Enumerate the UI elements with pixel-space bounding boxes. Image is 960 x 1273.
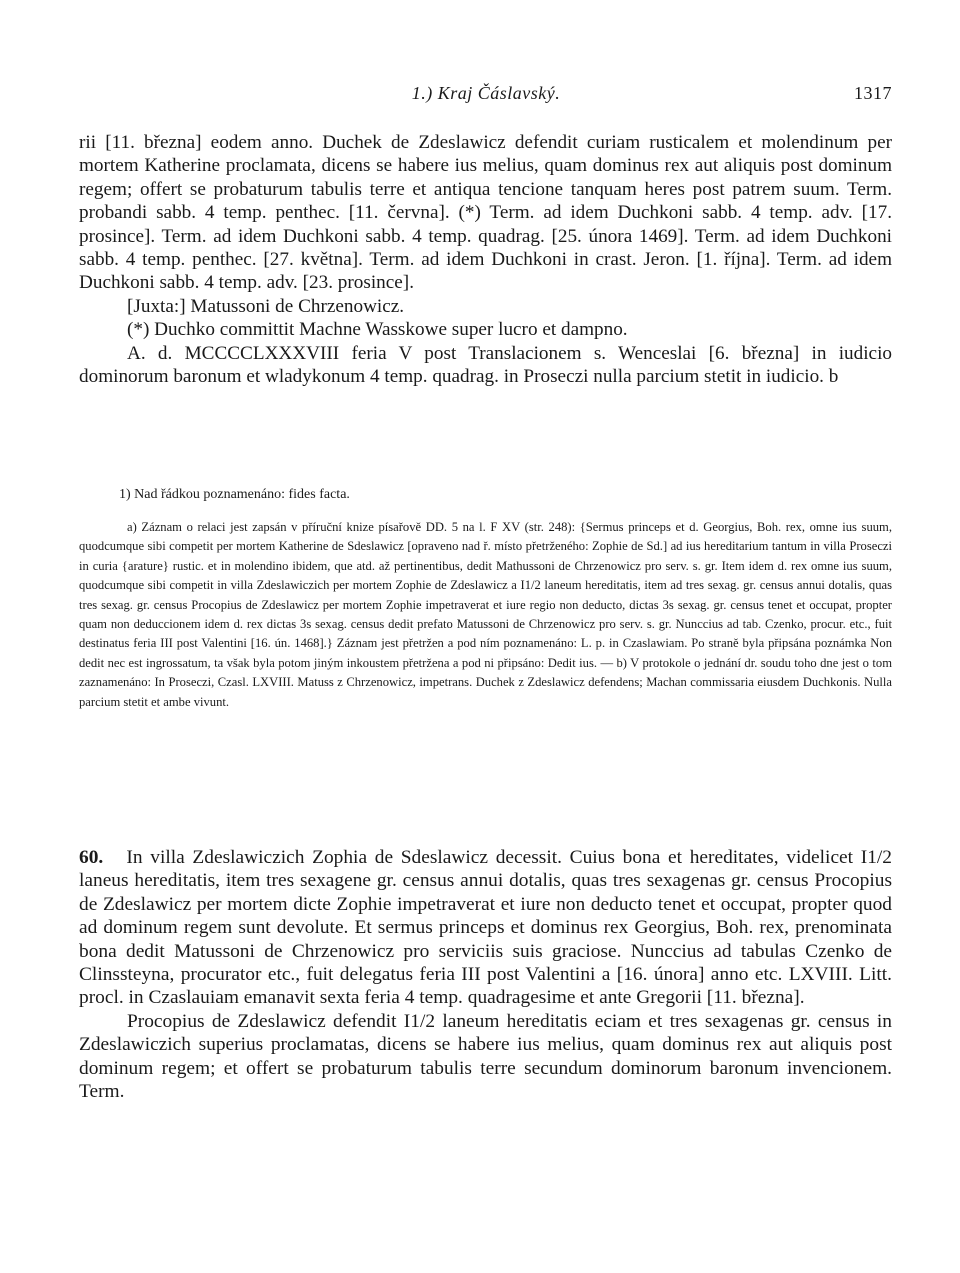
entry-59-juxta: [Juxta:] Matussoni de Chrzenowicz. — [127, 295, 405, 317]
entry-59-date-record: A. d. MCCCCLXXXVIII feria V post Translacionem s. Wenceslai [6. března] in iudicio dominorum baronum et wladykonum 4 temp. quadrag. in Proseczi nulla parcium stetit in iudicio. b — [79, 342, 892, 388]
footnote-1-text: 1) Nad řádkou poznamenáno: fides facta. — [119, 487, 350, 502]
entry-59-note-asterisk: (*) Duchko committit Machne Wasskowe super lucro et dampno. — [127, 319, 628, 341]
entry-60-paragraph-2: Procopius de Zdeslawicz defendit I1/2 laneum hereditatis eciam et tres sexagenas gr. census in Zdeslawiczich superius proclamatas, dicens se habere ius melius, quam dominus rex aut aliquis post dominum regem; et offert se probaturum tabulis terre secundum dominorum baronum invencionem. Term. — [79, 1010, 892, 1103]
page-number: 1317 — [854, 83, 892, 103]
note-a: a) Záznam o relaci jest zapsán v příruční knize písařově DD. 5 na l. F XV (str. 248): {Sermus princeps et d. Georgius, Boh. rex, omne ius suum, quodcumque sibi competit per mortem Katherine de Sdeslawicz [opraveno nad ř. místo přetrženého: Zophie de Sd.] ad ius hereditarium tantum in villa Proseczi in curia {arature} rustic. et in molendino ibidem, que atd. až pertinentibus, dedit Mathussoni de Chrzenowicz pro serv. s. gr. Item idem d. rex omne ius suum, quodcumque sibi competit in villa Zdeslawiczich per mortem Zophie de Zdeslawicz a I1/2 laneum hereditatis, item ad tres sexag. gr. census annui dotalis, quas tres sexag. gr. census Procopius de Zdeslawicz per mortem Zophie impetraverat et iure regio non deducto, dictas 3s sexag. gr. census tenet et occupat, propter quam non deduccionem idem d. rex dictas 3s sexag. census dedit prefato Matussoni de Chrzenowicz pro serv. s. gr. Nunccius ad tab. Czenko, procur. etc., fuit destinatus feria III post Valentini [16. ún. 1468].} Záznam jest přetržen a pod ním poznamenáno: L. p. in Czaslawiam. Po straně byla připsána poznámka Non dedit nec est ingrossatum, ta však byla potom jiným inkoustem přetržena a pod ni připsáno: Dedit ius. — b) V protokole o jednání dr. soudu toho dne jest o tom zaznamenáno: In Proseczi, Czasl. LXVIII. Matuss z Chrzenowicz, impetrans. Duchek z Zdeslawicz defendens; Machan commissaria eiusdem Duchkonis. Nulla parcium stetit et ambe vivunt. — [79, 520, 892, 709]
editorial-notes — [79, 518, 892, 712]
entry-60-paragraph-1 — [79, 846, 892, 1010]
entry-59-body: rii [11. března] eodem anno. Duchek de Zdeslawicz defendit curiam rusticalem et molendinum per mortem Katherine proclamata, dicens se habere ius melius, quam dominus rex aut aliquis post dominum regem; offert se probaturum tabulis terre et antiqua tencione tanquam heres post patrem suum. Term. probandi sabb. 4 temp. penthec. [11. června]. (*) Term. ad idem Duchkoni sabb. 4 temp. adv. [17. prosince]. Term. ad idem Duchkoni sabb. 4 temp. quadrag. [25. února 1469]. Term. ad idem Duchkoni sabb. 4 temp. penthec. [27. května]. Term. ad idem Duchkoni in crast. Jeron. [1. října]. Term. ad idem Duchkoni sabb. 4 temp. adv. [23. prosince]. — [79, 132, 892, 294]
running-title: 1.) Kraj Čáslavský. — [411, 83, 561, 103]
entry-60 — [79, 846, 892, 1103]
footnote-1 — [79, 486, 892, 504]
page-header — [80, 83, 892, 113]
entry-59-text — [79, 131, 892, 388]
entry-number: 60. — [79, 847, 104, 868]
entry-60-text-1: In villa Zdeslawiczich Zophia de Sdeslawicz decessit. Cuius bona et hereditates, videlicet I1/2 laneus hereditatis, item tres sexagene gr. census annui dotalis, quas tres sexagenas gr. census Procopius de Zdeslawicz per mortem dicte Zophie impetraverat et iure non deducto tenet et occupat, propter quod ad dominum regem sunt devolute. Et sermus princeps et dominus rex Georgius, Boh. rex, prenominata bona dedit Matussoni de Chrzenowicz pro serviciis suis graciose. Nunccius ad tabulas Czenko de Clinssteyna, procurator etc., fuit delegatus feria III post Valentini a [16. února] anno etc. LXVIII. Litt. procl. in Czaslauiam emanavit sexta feria 4 temp. quadragesime et ante Gregorii [11. března]. — [79, 847, 892, 1009]
